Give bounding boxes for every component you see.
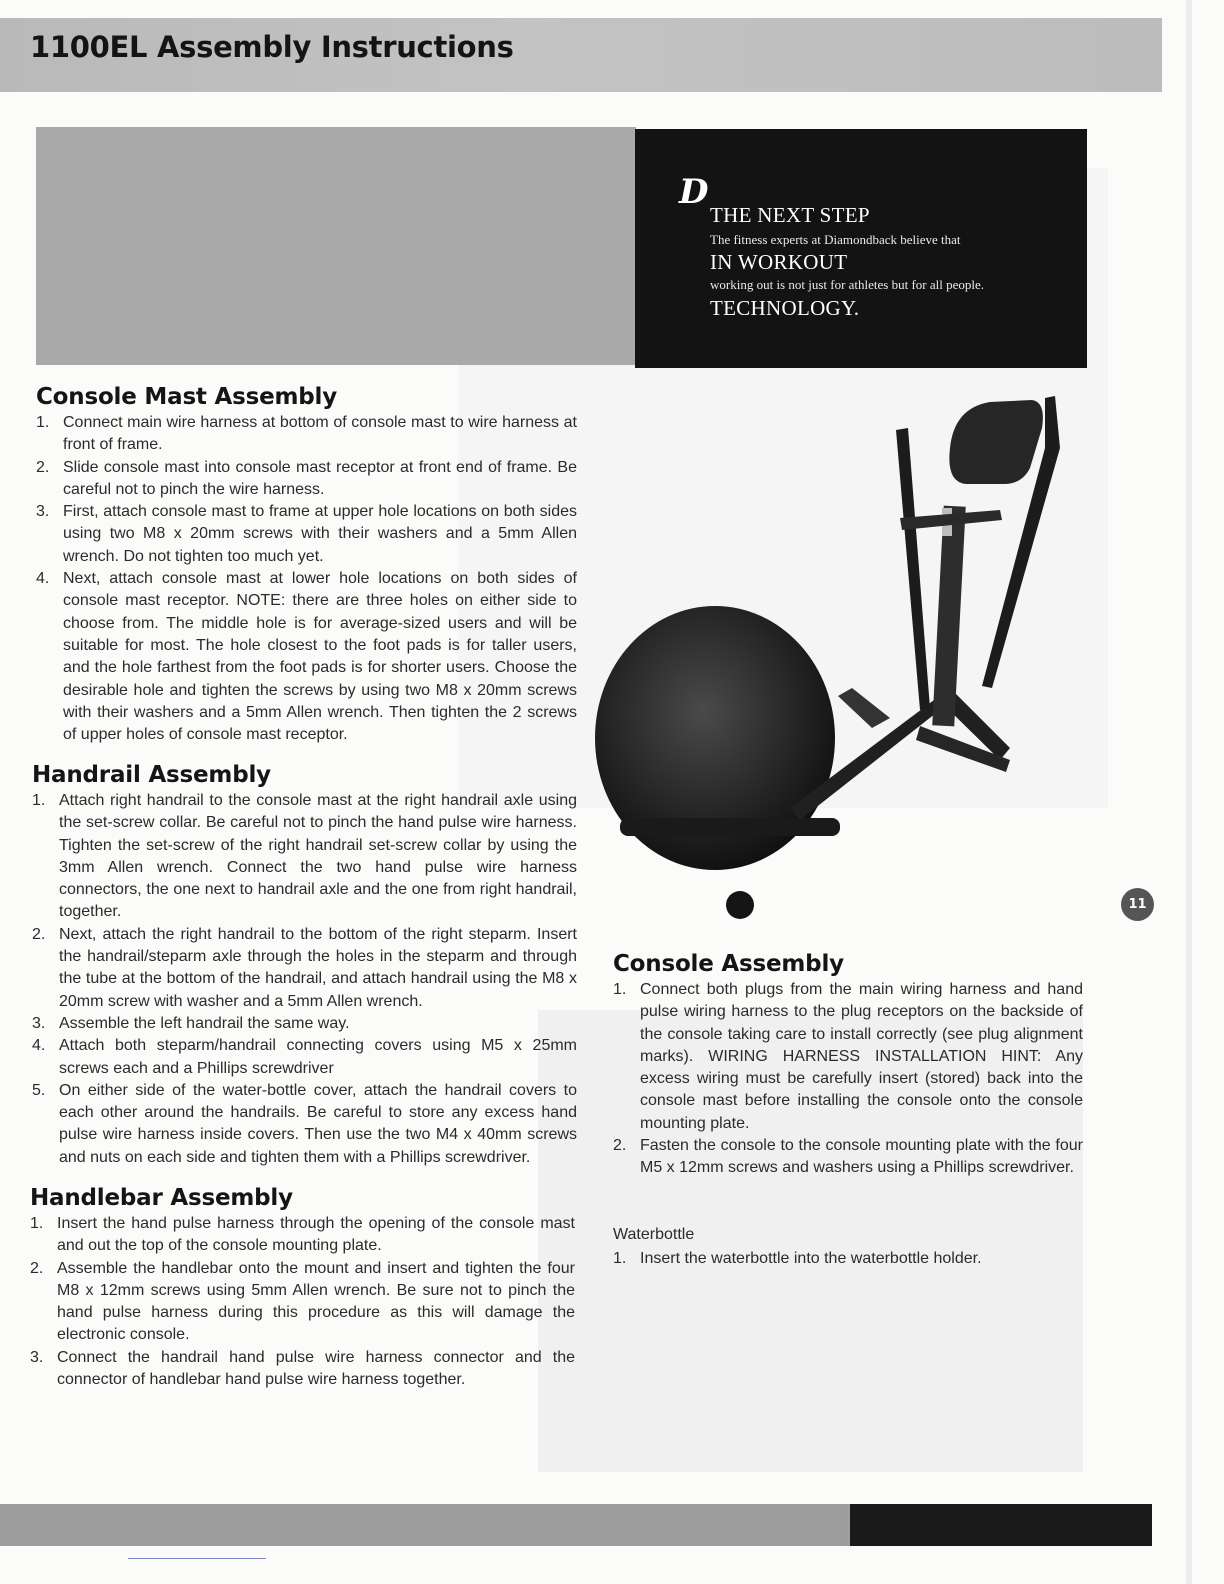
console-step: 1. Connect both plugs from the main wiring harness and hand pulse wiring harness to the plug receptors on the backside of the console taking care to install correctly (see plug alignment marks). WIRING HARNESS INSTALLATION HINT: Any excess wiring must be carefully insert (stored) back into the console mast before installing the console onto the console mounting plate.	[613, 981, 1083, 1132]
footer-band-gray	[0, 1504, 852, 1546]
console-steps	[613, 979, 1083, 1180]
footer-band-dark	[850, 1504, 1152, 1546]
handlebar-heading: Handlebar Assembly	[30, 1185, 293, 1211]
handrail-heading: Handrail Assembly	[32, 762, 271, 788]
handrail-steps	[32, 790, 577, 1169]
console-mast-step: 3. First, attach console mast to frame at upper hole locations on both sides using two M8 x 20mm screws with their washers and a 5mm Allen wrench. Do not tighten too much yet.	[36, 503, 577, 565]
waterbottle-step: 1. Insert the waterbottle into the waterbottle holder.	[613, 1250, 982, 1267]
footer-rule	[128, 1558, 266, 1559]
ad-tagline-1: The fitness experts at Diamondback believe that	[710, 232, 961, 247]
console-section	[613, 951, 1083, 1180]
ad-headline-3: TECHNOLOGY.	[710, 296, 860, 320]
console-step: 2. Fasten the console to the console mounting plate with the four M5 x 12mm screws and washers using a Phillips screwdriver.	[613, 1137, 1083, 1177]
waterbottle-section	[613, 1224, 1083, 1270]
handrail-step: 4. Attach both steparm/handrail connecting covers using M5 x 25mm screws each and a Phillips screwdriver	[32, 1037, 577, 1077]
console-mast-steps	[36, 412, 577, 746]
console-mast	[932, 506, 965, 727]
foot-pedal	[838, 688, 890, 728]
console-mast-section	[36, 384, 577, 746]
left-handrail	[896, 428, 930, 710]
waterbottle-label: Waterbottle	[613, 1226, 695, 1243]
console-mast-step: 4. Next, attach console mast at lower hole locations on both sides of console mast receptor. NOTE: there are three holes on either side to choose from. The middle hole is for average-sized users and will be suitable for most. The hole closest to the foot pads is for taller users, and the hole farthest from the foot pads is for shorter users. Choose the desirable hole and tighten the screws by using two M8 x 20mm screws with their washers and a 5mm Allen wrench. Then tighten the 2 screws of upper holes of console mast receptor.	[36, 570, 577, 744]
handrail-step: 1. Attach right handrail to the console mast at the right handrail axle using the set-screw collar. Be careful not to pinch the hand pulse wire harness. Tighten the set-screw of the right handrail set-screw collar by using the 3mm Allen wrench. Connect the two hand pulse wire harness connectors, the one next to handrail axle and the one from right handrail, together.	[32, 792, 577, 921]
handrail-section	[32, 762, 577, 1169]
handlebar-step: 1. Insert the hand pulse harness through the opening of the console mast and out the top of the console mounting plate.	[30, 1215, 575, 1255]
page-edge-strip	[1186, 0, 1192, 1584]
ad-tagline-2: working out is not just for athletes but for all people.	[710, 277, 985, 292]
handlebar-section	[30, 1185, 575, 1391]
handrail-step: 3. Assemble the left handrail the same way.	[32, 1014, 350, 1032]
waterbottle-steps	[613, 1248, 1083, 1270]
console-mast-step: 1. Connect main wire harness at bottom of console mast to wire harness at front of frame.	[36, 414, 577, 454]
console-heading: Console Assembly	[613, 951, 844, 977]
banner-gray-block	[36, 127, 636, 365]
console-display	[949, 400, 1043, 484]
transport-wheel	[726, 891, 754, 919]
rear-base	[620, 818, 840, 836]
page-number-badge: 11	[1121, 888, 1154, 921]
handlebar-step: 2. Assemble the handlebar onto the mount and insert and tighten the four M8 x 12mm screws using 5mm Allen wrench. Be sure not to pinch the hand pulse harness during this procedure as this will damage the electronic console.	[30, 1259, 575, 1344]
banner-ad-block	[635, 129, 1087, 368]
console-mast-heading: Console Mast Assembly	[36, 384, 338, 410]
handrail-step: 2. Next, attach the right handrail to the bottom of the right steparm. Insert the handrail/steparm axle through the holes in the steparm and through the tube at the bottom of the handrail, and attach handrail using the M8 x 20mm screw with washer and a 5mm Allen wrench.	[32, 925, 577, 1010]
ad-headline-1: THE NEXT STEP	[710, 203, 870, 227]
diamondback-logo-icon: D	[679, 172, 709, 212]
handrail-step: 5. On either side of the water-bottle cover, attach the handrail covers to each other around the handrails. Be careful to store any excess hand pulse wire harness inside covers. Then use the two M4 x 40mm screws and nuts on each side and tighten them with a Phillips screwdriver.	[32, 1081, 577, 1166]
handlebar-steps	[30, 1213, 575, 1391]
ad-headline-2: IN WORKOUT	[710, 250, 848, 274]
elliptical-machine-illustration	[590, 388, 1090, 928]
page-title: 1100EL Assembly Instructions	[30, 30, 514, 64]
handlebar-step: 3. Connect the handrail hand pulse wire harness connector and the connector of handlebar hand pulse wire harness together.	[30, 1348, 575, 1389]
console-mast-step: 2. Slide console mast into console mast receptor at front end of frame. Be careful not to pinch the wire harness.	[36, 458, 577, 498]
